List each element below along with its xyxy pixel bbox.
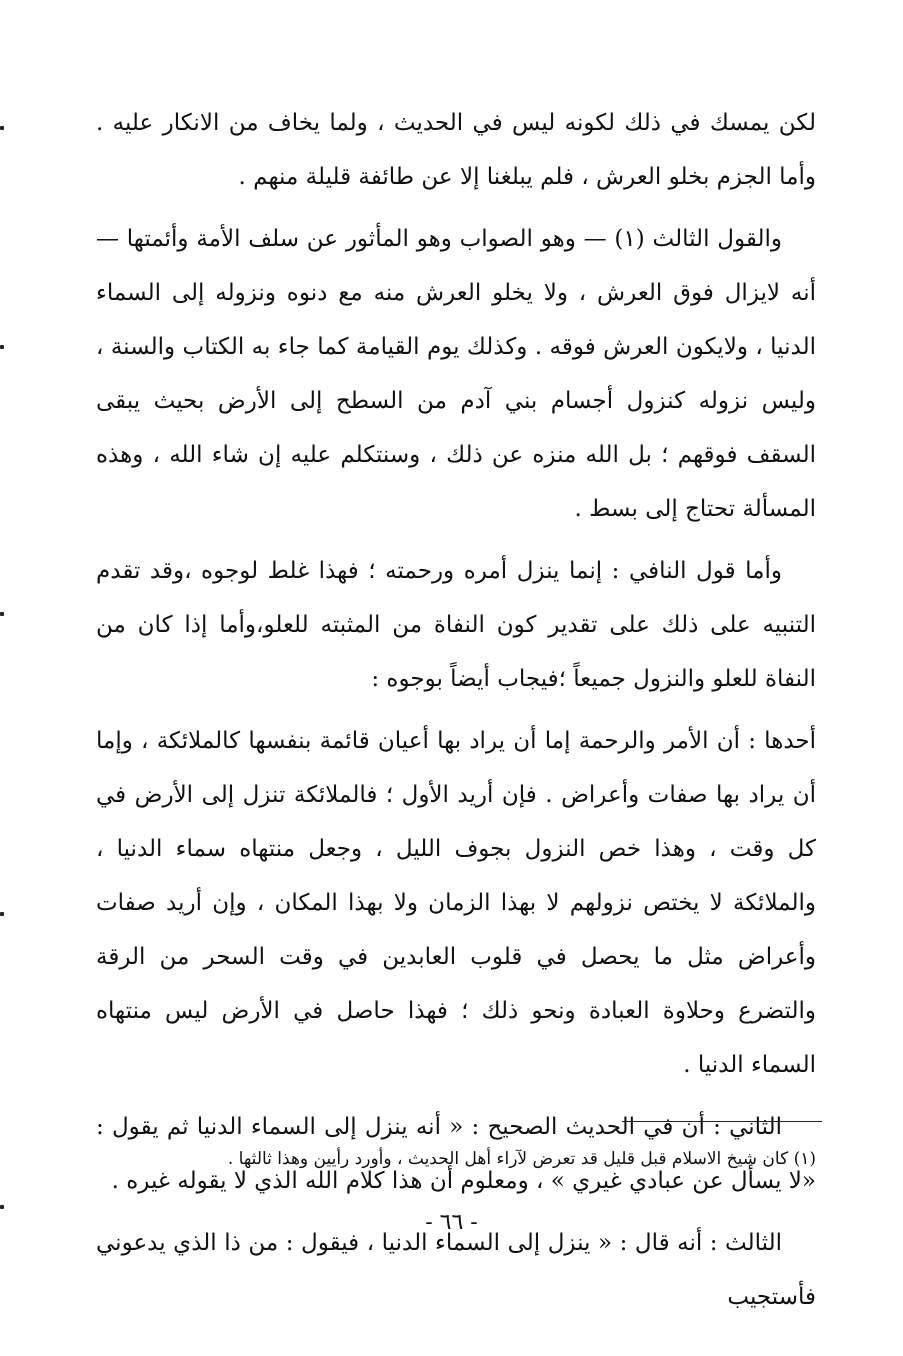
page-number: - ٦٦ - bbox=[425, 1210, 478, 1235]
paragraph-2: والقول الثالث (١) — وهو الصواب وهو المأثور عن سلف الأمة وأئمتها — أنه لايزال فوق العرش ، ولا يخلو العرش منه مع دنوه ونزوله إلى السماء الدنيا ، ولايكون العرش فوقه . وكذلك يوم القيامة كما جاء به الكتاب والسنة ، وليس نزوله كنزول أجسام بني آدم من السطح إلى الأرض بحيث يبقى السقف فوقهم ؛ بل الله منزه عن ذلك ، وسنتكلم عليه إن شاء الله ، وهذه المسألة تحتاج إلى بسط . bbox=[96, 226, 816, 522]
paragraph-4: أحدها : أن الأمر والرحمة إما أن يراد بها أعيان قائمة بنفسها كالملائكة ، وإما أن يراد بها صفات وأعراض . فإن أريد الأول ؛ فالملائكة تنزل إلى الأرض في كل وقت ، وهذا خص النزول بجوف الليل ، وجعل منتهاه سماء الدنيا ، والملائكة لا يختص نزولهم لا بهذا الزمان ولا بهذا المكان ، وإن أريد صفات وأعراض مثل ما يحصل في قلوب العابدين في وقت السحر من الرقة والتضرع وحلاوة العبادة ونحو ذلك ؛ فهذا حاصل في الأرض ليس منتهاه السماء الدنيا . bbox=[96, 728, 816, 1078]
footnote: (١) كان شيخ الاسلام قبل قليل قد تعرض لآراء أهل الحديث ، وأورد رأيين وهذا ثالثها . bbox=[227, 1149, 816, 1169]
paragraph-5: الثاني : أن في الحديث الصحيح : « أنه ينزل إلى السماء الدنيا ثم يقول : «لا يسأل عن عبادي غيري » ، ومعلوم أن هذا كلام الله الذي لا يقوله غيره . bbox=[96, 1114, 816, 1194]
paragraph-6: الثالث : أنه قال : « ينزل إلى السماء الدنيا ، فيقول : من ذا الذي يدعوني فأستجيب bbox=[96, 1230, 816, 1310]
footnote-divider bbox=[622, 1121, 822, 1122]
margin-mark bbox=[0, 612, 4, 616]
margin-mark bbox=[0, 1205, 4, 1209]
margin-mark bbox=[0, 912, 4, 916]
margin-mark bbox=[0, 345, 4, 349]
paragraph-3: وأما قول النافي : إنما ينزل أمره ورحمته ؛ فهذا غلط لوجوه ،وقد تقدم التنبيه على ذلك على تقدير كون النفاة من المثبته للعلو،وأما إذا كان من النفاة للعلو والنزول جميعاً ؛فيجاب أيضاً بوجوه : bbox=[96, 558, 816, 692]
paragraph-1: لكن يمسك في ذلك لكونه ليس في الحديث ، ولما يخاف من الانكار عليه . وأما الجزم بخلو العرش ، فلم يبلغنا إلا عن طائفة قليلة منهم . bbox=[96, 110, 816, 190]
margin-mark bbox=[0, 126, 4, 130]
